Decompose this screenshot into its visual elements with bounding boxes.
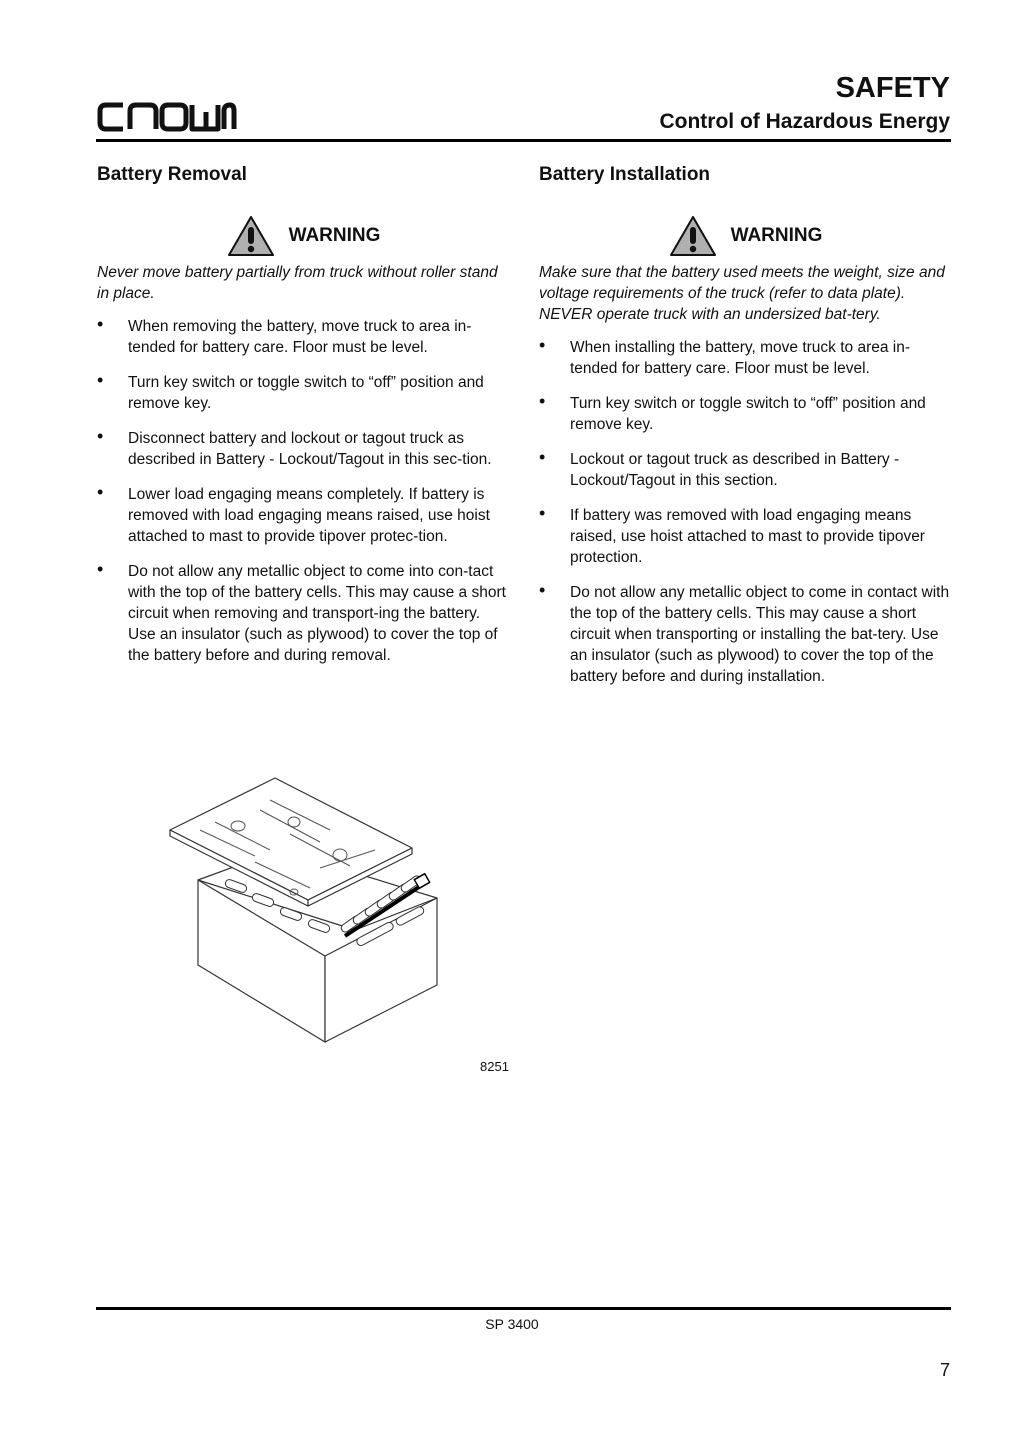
figure-number: 8251 bbox=[480, 1059, 509, 1074]
battery-installation-section bbox=[539, 163, 952, 701]
list-item: • When installing the battery, move truck to area in-tended for battery care. Floor must be level. bbox=[539, 335, 911, 377]
list-item: • Do not allow any metallic object to come into con-tact with the top of the battery cells. This may cause a short circuit when removing and transport-ing the battery. Use an insulator (such as plywood) to cover the top of the battery before and during removal. bbox=[97, 559, 506, 664]
footer-rule bbox=[96, 1307, 951, 1310]
section-heading-installation: Battery Installation bbox=[539, 164, 711, 185]
list-item: • Lockout or tagout truck as described in Battery - Lockout/Tagout in this section. bbox=[539, 447, 900, 489]
removal-steps bbox=[97, 316, 510, 666]
battery-illustration bbox=[160, 770, 460, 1055]
warning-triangle-icon bbox=[227, 215, 275, 257]
document-code: SP 3400 bbox=[485, 1316, 539, 1332]
crown-logo bbox=[96, 100, 238, 139]
list-item: • When removing the battery, move truck to area in-tended for battery care. Floor must be level. bbox=[97, 314, 472, 356]
header-title: SAFETY bbox=[835, 72, 950, 104]
header-subtitle: Control of Hazardous Energy bbox=[659, 110, 950, 133]
section-heading-removal: Battery Removal bbox=[97, 164, 247, 185]
list-item: • Disconnect battery and lockout or tagout truck as described in Battery - Lockout/Tagout in this sec-tion. bbox=[97, 426, 492, 468]
warning-label-removal: WARNING bbox=[288, 225, 381, 246]
list-item: • Turn key switch or toggle switch to “off” position and remove key. bbox=[539, 391, 926, 433]
warning-label-installation: WARNING bbox=[730, 225, 823, 246]
list-item: • Lower load engaging means completely. If battery is removed with load engaging means raised, use hoist attached to mast to provide tipover protec-tion. bbox=[97, 482, 490, 545]
battery-removal-section bbox=[97, 163, 510, 680]
installation-steps bbox=[539, 337, 952, 687]
list-item: • Turn key switch or toggle switch to “off” position and remove key. bbox=[97, 370, 484, 412]
list-item: • Do not allow any metallic object to come in contact with the top of the battery cells. This may cause a short circuit when transporting or installing the bat-tery. Use an insulator (such as plywood) to cover the top of the battery before and during installation. bbox=[539, 580, 950, 685]
page-number: 7 bbox=[939, 1360, 950, 1380]
warning-header-installation bbox=[539, 214, 952, 258]
list-item: • If battery was removed with load engaging means raised, use hoist attached to mast to provide tipover protection. bbox=[539, 503, 925, 566]
warning-header-removal bbox=[97, 214, 510, 258]
header-rule bbox=[96, 139, 951, 142]
warning-text-installation: Make sure that the battery used meets the weight, size and voltage requirements of the truck (refer to data plate). NEVER operate truck with an undersized bat-tery. bbox=[539, 264, 945, 323]
warning-text-removal: Never move battery partially from truck without roller stand in place. bbox=[97, 264, 498, 302]
warning-triangle-icon bbox=[669, 215, 717, 257]
